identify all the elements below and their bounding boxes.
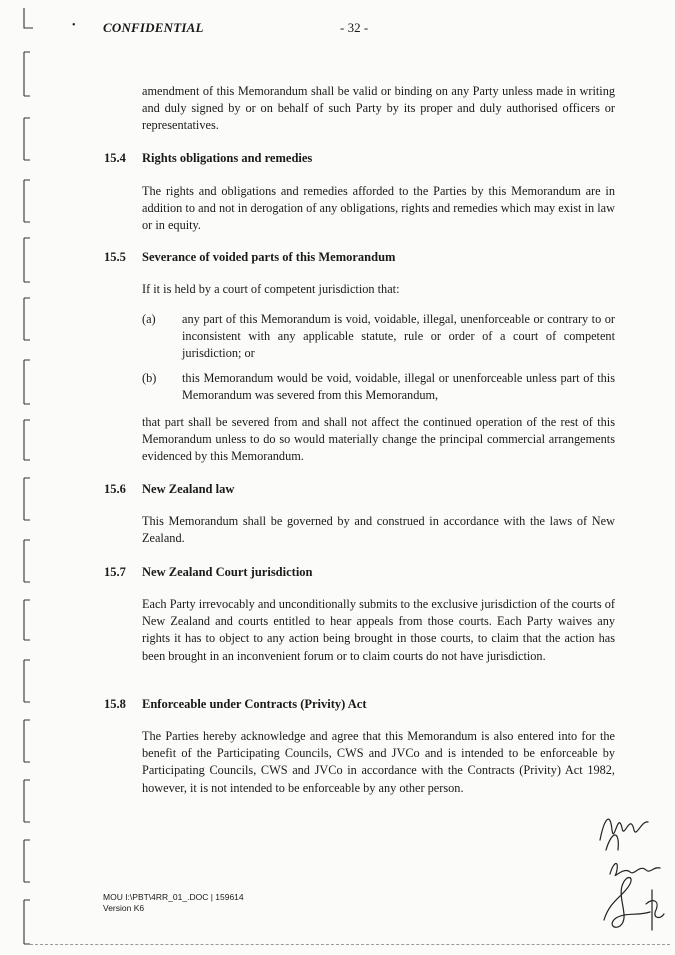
- binder-margin-marks: [0, 0, 60, 955]
- section-number: 15.7: [104, 565, 126, 579]
- section-heading-15-8: [104, 697, 367, 712]
- list-item-b: [142, 370, 615, 404]
- list-item-text: this Memorandum would be void, voidable, illegal or unenforceable unless part of this Memorandum was severed from this Memorandum,: [182, 371, 615, 403]
- section-title: Rights obligations and remedies: [142, 151, 313, 165]
- bullet-icon: •: [72, 20, 76, 31]
- handwritten-initials: [590, 800, 670, 940]
- section-title: Severance of voided parts of this Memorandum: [142, 250, 396, 264]
- section-body-15-4: The rights and obligations and remedies afforded to the Parties by this Memorandum are in addition to and not in derogation of any obligations, rights and remedies which may exist in law or in equity.: [142, 184, 615, 233]
- section-number: 15.5: [104, 250, 126, 264]
- section-number: 15.4: [104, 151, 126, 165]
- section-heading-15-7: [104, 565, 313, 580]
- bottom-rule: [30, 944, 670, 945]
- section-title: New Zealand law: [142, 482, 235, 496]
- section-body-15-6: This Memorandum shall be governed by and construed in accordance with the laws of New Zealand.: [142, 514, 615, 546]
- section-heading-15-5: [104, 250, 395, 265]
- page-header: [0, 20, 675, 40]
- confidential-label: CONFIDENTIAL: [103, 20, 204, 35]
- document-version: Version K6: [103, 903, 145, 913]
- section-body-15-8: The Parties hereby acknowledge and agree that this Memorandum is also entered into for the benefit of the Participating Councils, CWS and JVCo and is intended to be enforceable by Participating Councils, CWS and JVCo in accordance with the Contracts (Privity) Act 1982, however, it is not intended to be enforceable by any other person.: [142, 729, 615, 795]
- list-item-text: any part of this Memorandum is void, voidable, illegal, unenforceable or contrary to or inconsistent with any applicable statute, rule or order of a court of competent jurisdiction; or: [182, 312, 615, 361]
- document-reference: MOU I:\PBT\4RR_01_.DOC | 159614: [103, 892, 244, 902]
- section-intro-15-5: If it is held by a court of competent jurisdiction that:: [142, 282, 400, 296]
- page-number: - 32 -: [340, 20, 369, 35]
- intro-paragraph: amendment of this Memorandum shall be valid or binding on any Party unless made in writing and duly signed by or on behalf of such Party by its proper and duly authorised officers or representatives.: [142, 84, 615, 133]
- initials-text: RBW: [612, 876, 615, 877]
- page-footer: [103, 892, 244, 914]
- section-title: New Zealand Court jurisdiction: [142, 565, 313, 579]
- section-number: 15.6: [104, 482, 126, 496]
- list-item-label: (a): [142, 312, 156, 326]
- section-heading-15-6: [104, 482, 234, 497]
- section-title: Enforceable under Contracts (Privity) Act: [142, 697, 367, 711]
- section-conclusion-15-5: that part shall be severed from and shall not affect the continued operation of the rest of this Memorandum unless to do so would materially change the principal commercial arrangements evidenced by this Memorandum.: [142, 415, 615, 464]
- list-item-a: [142, 311, 615, 363]
- section-heading-15-4: [104, 151, 312, 166]
- list-item-label: (b): [142, 371, 157, 385]
- section-body-15-7: Each Party irrevocably and unconditionally submits to the exclusive jurisdiction of the courts of New Zealand and courts entitled to hear appeals from those courts. Each Party waives any rights it has to object to any action being brought in those courts, to claim that the action has been brought in an inconvenient forum or to claim courts do not have jurisdiction.: [142, 597, 615, 663]
- section-number: 15.8: [104, 697, 126, 711]
